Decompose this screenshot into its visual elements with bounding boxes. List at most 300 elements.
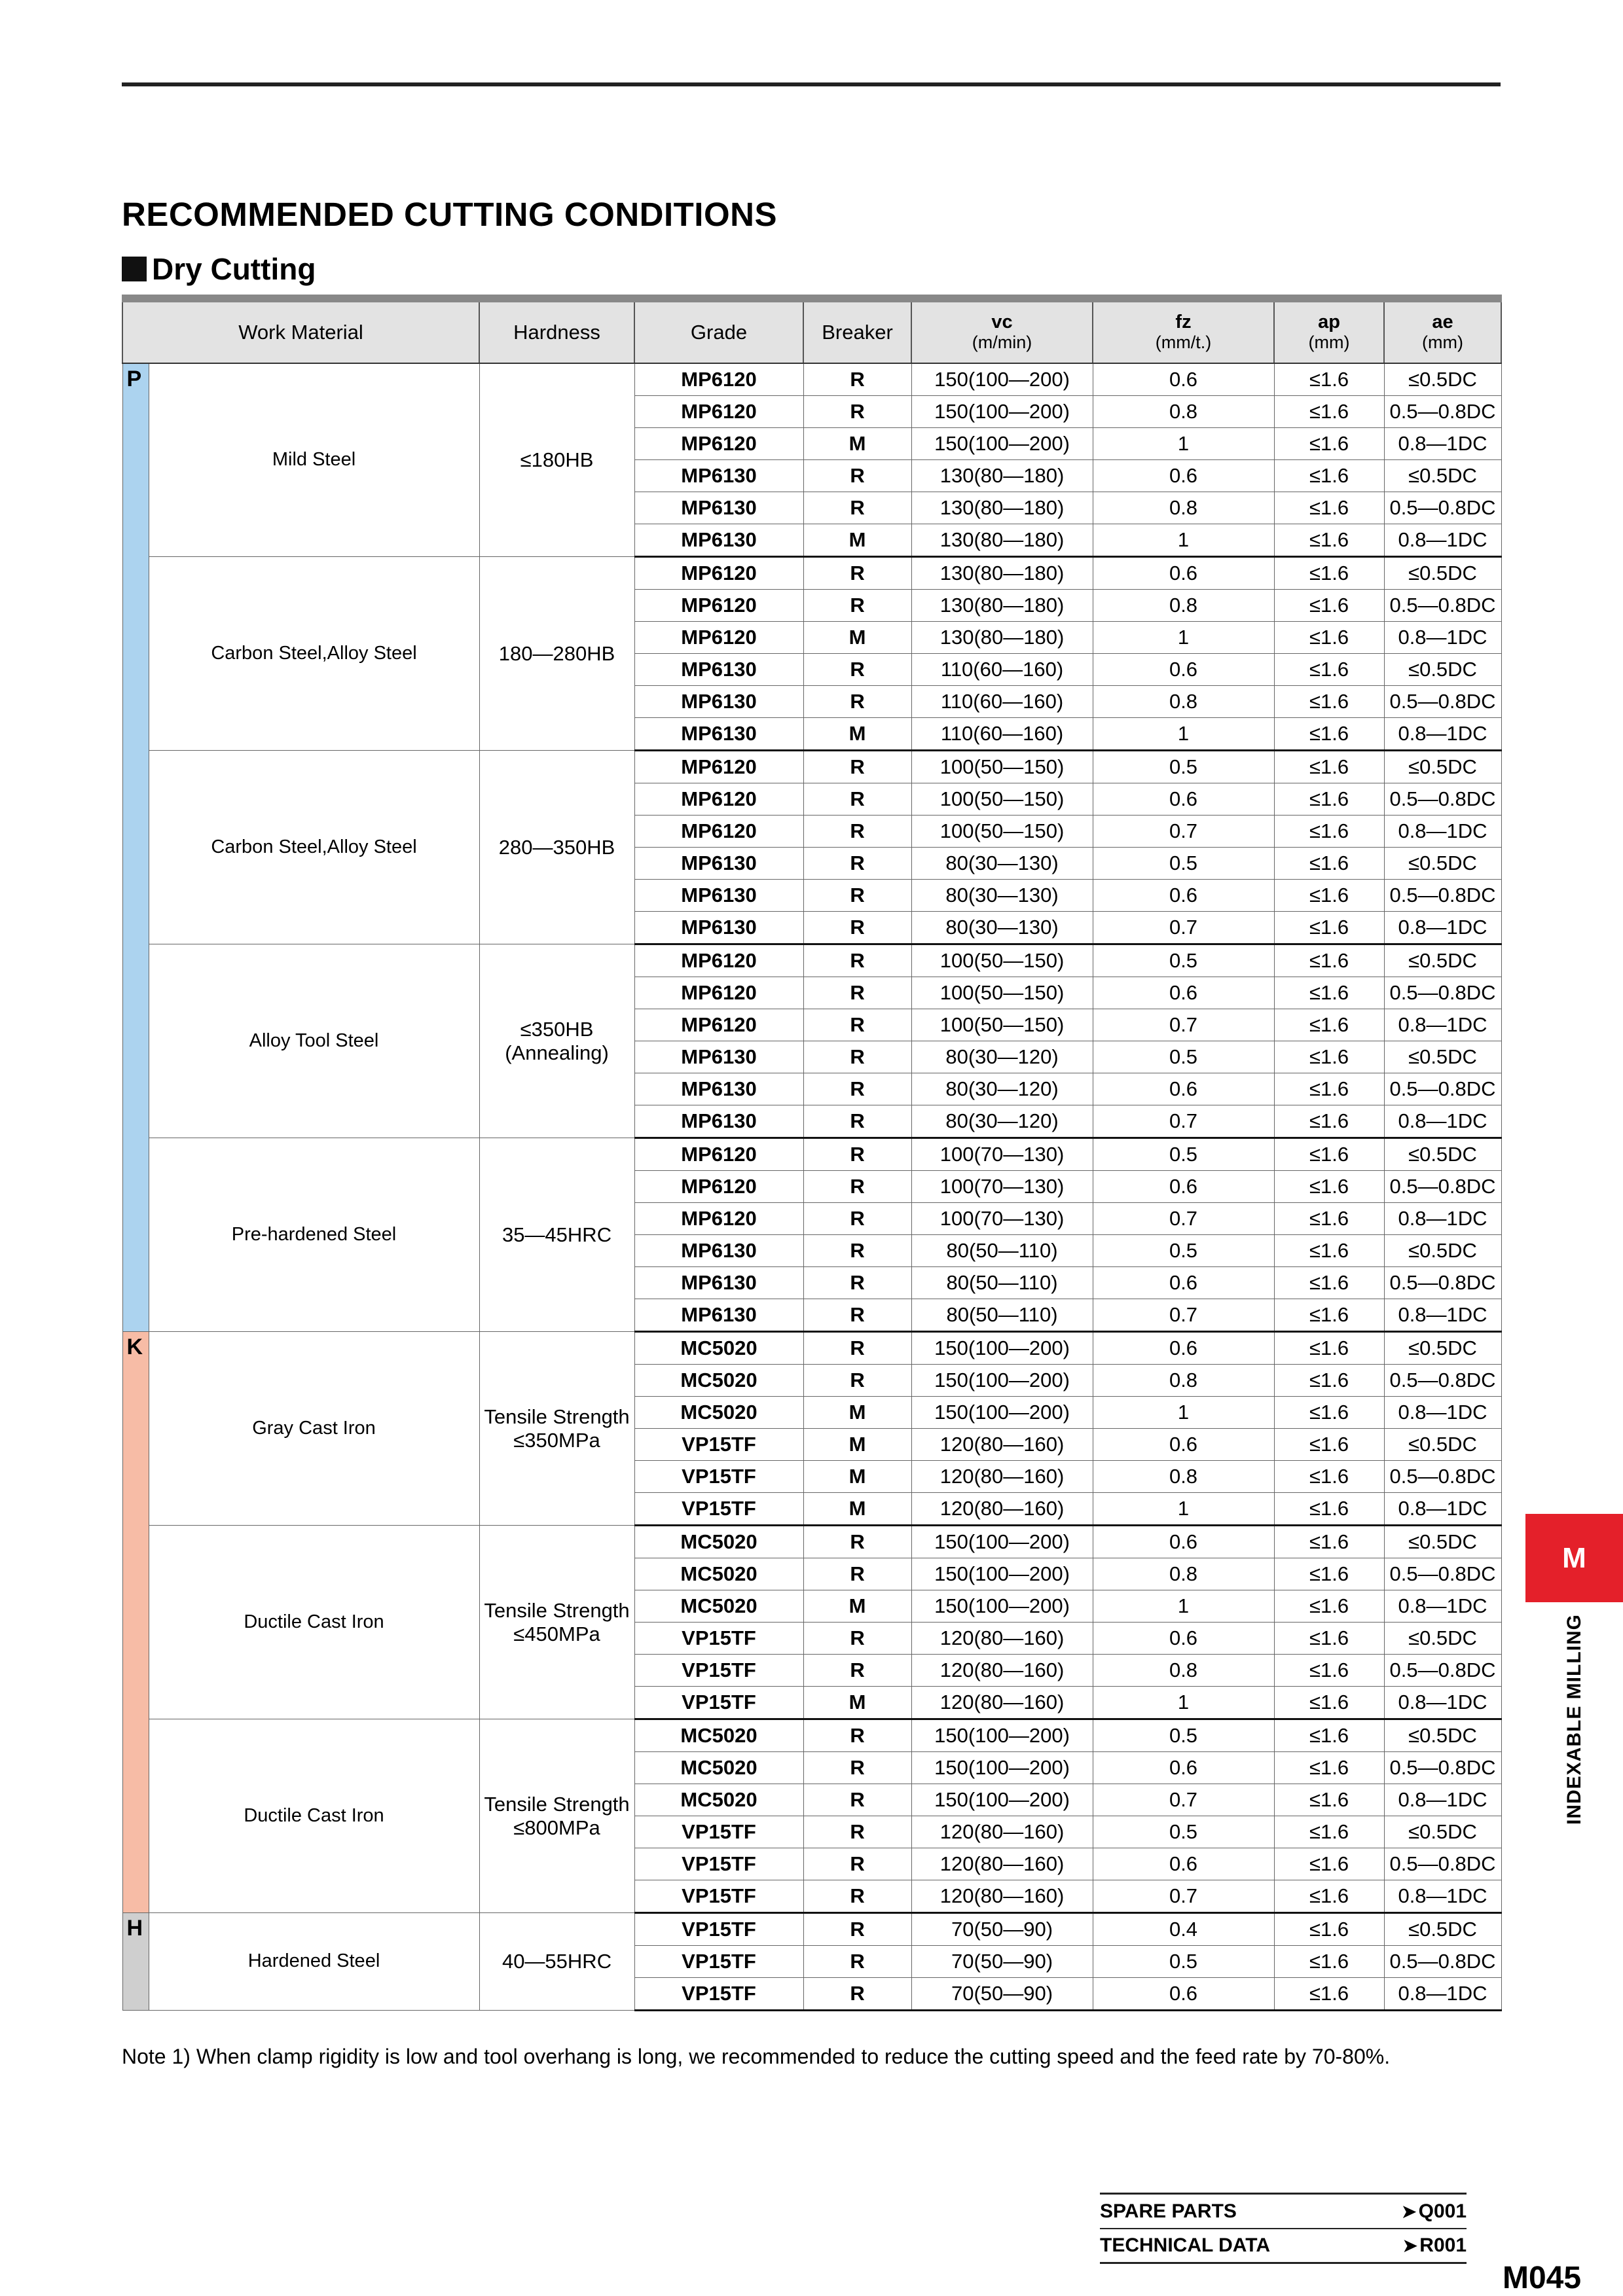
vc-cell: 100(70—130) [911,1203,1093,1235]
ap-cell: ≤1.6 [1274,1526,1384,1558]
ap-cell: ≤1.6 [1274,524,1384,557]
footnote: Note 1) When clamp rigidity is low and tool overhang is long, we recommended to reduce the cutting speed and the feed rate by 70-80%. [122,2045,1391,2068]
grade-cell: MP6120 [634,590,803,622]
grade-cell: MP6120 [634,944,803,977]
vc-cell: 110(60—160) [911,654,1093,686]
fz-cell: 0.8 [1093,1558,1274,1590]
work-material-cell: Pre-hardened Steel [149,1138,479,1332]
header-vc-unit: (m/min) [972,332,1032,353]
breaker-cell: R [803,1009,911,1041]
breaker-cell: R [803,1073,911,1105]
ap-cell: ≤1.6 [1274,1299,1384,1332]
ae-cell: 0.5—0.8DC [1384,1752,1501,1784]
fz-cell: 0.6 [1093,654,1274,686]
vc-cell: 150(100—200) [911,1784,1093,1816]
grade-cell: MC5020 [634,1397,803,1429]
fz-cell: 1 [1093,622,1274,654]
xref-spare-parts-code: Q001 [1418,2200,1467,2222]
breaker-cell: R [803,1719,911,1752]
grade-cell: VP15TF [634,1493,803,1526]
ae-cell: 0.8—1DC [1384,816,1501,848]
page-number: M045 [1503,2261,1582,2295]
ae-cell: 0.8—1DC [1384,718,1501,751]
header-ap-unit: (mm) [1308,332,1350,353]
ae-cell: 0.5—0.8DC [1384,1655,1501,1687]
breaker-cell: R [803,1203,911,1235]
vc-cell: 80(30—130) [911,848,1093,880]
ae-cell: 0.8—1DC [1384,1009,1501,1041]
arrow-right-icon: ➤ [1400,2200,1417,2223]
fz-cell: 0.6 [1093,880,1274,912]
vc-cell: 130(80—180) [911,460,1093,492]
ae-cell: 0.8—1DC [1384,1880,1501,1913]
grade-cell: MP6120 [634,622,803,654]
ae-cell: ≤0.5DC [1384,944,1501,977]
fz-cell: 1 [1093,1397,1274,1429]
vc-cell: 70(50—90) [911,1978,1093,2011]
footer-rule-top [1100,2193,1467,2195]
ae-cell: 0.5—0.8DC [1384,396,1501,428]
ap-cell: ≤1.6 [1274,1203,1384,1235]
section-side-label [1562,1611,1587,1827]
hardness-cell [479,557,634,751]
grade-cell: MP6120 [634,1203,803,1235]
vc-cell: 100(70—130) [911,1171,1093,1203]
grade-cell: MP6120 [634,1009,803,1041]
ae-cell: ≤0.5DC [1384,363,1501,396]
grade-cell: MC5020 [634,1784,803,1816]
hardness-value: Tensile Strength [484,1598,630,1622]
vc-cell: 130(80—180) [911,524,1093,557]
grade-cell: MP6120 [634,1171,803,1203]
hardness-value: 280—350HB [498,835,615,859]
work-material-cell: Carbon Steel,Alloy Steel [149,751,479,944]
ap-cell: ≤1.6 [1274,1784,1384,1816]
fz-cell: 0.6 [1093,1267,1274,1299]
ap-cell: ≤1.6 [1274,944,1384,977]
grade-cell: MC5020 [634,1332,803,1365]
grade-cell: MP6120 [634,977,803,1009]
breaker-cell: R [803,1816,911,1848]
breaker-cell: M [803,622,911,654]
grade-cell: MC5020 [634,1590,803,1623]
section-heading [122,251,316,287]
work-material-cell: Ductile Cast Iron [149,1719,479,1913]
breaker-cell: M [803,1493,911,1526]
breaker-cell: R [803,1752,911,1784]
hardness-value: ≤180HB [520,448,594,472]
vc-cell: 150(100—200) [911,1558,1093,1590]
ae-cell: ≤0.5DC [1384,1429,1501,1461]
ap-cell: ≤1.6 [1274,848,1384,880]
breaker-cell: M [803,1687,911,1719]
grade-cell: MP6130 [634,686,803,718]
fz-cell: 0.6 [1093,460,1274,492]
table-row [122,1719,1501,1752]
grade-cell: MP6130 [634,1041,803,1073]
breaker-cell: R [803,492,911,524]
ae-cell: 0.5—0.8DC [1384,1461,1501,1493]
ae-cell: 0.8—1DC [1384,1299,1501,1332]
breaker-cell: M [803,428,911,460]
fz-cell: 1 [1093,1493,1274,1526]
breaker-cell: R [803,1105,911,1138]
table-row [122,751,1501,783]
grade-cell: MC5020 [634,1365,803,1397]
xref-technical-data[interactable] [1100,2229,1467,2262]
vc-cell: 100(50—150) [911,751,1093,783]
ae-cell: ≤0.5DC [1384,1526,1501,1558]
fz-cell: 0.8 [1093,686,1274,718]
grade-cell: VP15TF [634,1623,803,1655]
vc-cell: 100(50—150) [911,783,1093,816]
ap-cell: ≤1.6 [1274,1105,1384,1138]
grade-cell: MP6130 [634,1073,803,1105]
work-material-cell: Carbon Steel,Alloy Steel [149,557,479,751]
ap-cell: ≤1.6 [1274,977,1384,1009]
hardness-value: Tensile Strength [484,1405,630,1428]
xref-spare-parts[interactable] [1100,2195,1467,2228]
breaker-cell: R [803,396,911,428]
breaker-cell: R [803,1041,911,1073]
ap-cell: ≤1.6 [1274,1687,1384,1719]
ae-cell: ≤0.5DC [1384,1138,1501,1171]
breaker-cell: R [803,1848,911,1880]
ae-cell: 0.5—0.8DC [1384,590,1501,622]
hardness-value: 40—55HRC [501,1950,612,1973]
grade-cell: MP6130 [634,1267,803,1299]
work-material-cell: Mild Steel [149,363,479,557]
ap-cell: ≤1.6 [1274,1558,1384,1590]
ap-cell: ≤1.6 [1274,1623,1384,1655]
ap-cell: ≤1.6 [1274,590,1384,622]
breaker-cell: R [803,880,911,912]
fz-cell: 1 [1093,524,1274,557]
grade-cell: MP6130 [634,1299,803,1332]
grade-cell: MP6130 [634,912,803,944]
grade-cell: VP15TF [634,1655,803,1687]
ap-cell: ≤1.6 [1274,1719,1384,1752]
ap-cell: ≤1.6 [1274,654,1384,686]
breaker-cell: M [803,1429,911,1461]
ap-cell: ≤1.6 [1274,460,1384,492]
header-fz-symbol: fz [1175,312,1192,333]
breaker-cell: R [803,363,911,396]
fz-cell: 0.6 [1093,1171,1274,1203]
fz-cell: 0.8 [1093,1365,1274,1397]
breaker-cell: R [803,1365,911,1397]
xref-technical-data-ref [1402,2234,1467,2257]
ae-cell: ≤0.5DC [1384,460,1501,492]
vc-cell: 150(100—200) [911,1526,1093,1558]
category-label: H [122,1913,149,2011]
grade-cell: MC5020 [634,1558,803,1590]
hardness-note: ≤350MPa [513,1428,600,1452]
ap-cell: ≤1.6 [1274,718,1384,751]
breaker-cell: R [803,1784,911,1816]
fz-cell: 0.6 [1093,977,1274,1009]
xref-spare-parts-ref [1400,2200,1467,2223]
breaker-cell: M [803,1590,911,1623]
ap-cell: ≤1.6 [1274,1171,1384,1203]
section-title: Dry Cutting [152,252,316,286]
fz-cell: 0.7 [1093,1105,1274,1138]
table-row [122,1138,1501,1171]
ap-cell: ≤1.6 [1274,1429,1384,1461]
ae-cell: ≤0.5DC [1384,1235,1501,1267]
grade-cell: MP6130 [634,460,803,492]
square-bullet-icon [122,257,147,281]
vc-cell: 130(80—180) [911,557,1093,590]
table-row [122,1913,1501,1946]
ap-cell: ≤1.6 [1274,1041,1384,1073]
ap-cell: ≤1.6 [1274,1138,1384,1171]
header-fz-unit: (mm/t.) [1155,332,1212,353]
fz-cell: 1 [1093,428,1274,460]
vc-cell: 80(30—120) [911,1073,1093,1105]
fz-cell: 0.5 [1093,1719,1274,1752]
grade-cell: MP6120 [634,1138,803,1171]
fz-cell: 0.8 [1093,590,1274,622]
grade-cell: MP6120 [634,363,803,396]
breaker-cell: R [803,1235,911,1267]
grade-cell: MP6130 [634,654,803,686]
vc-cell: 100(50—150) [911,816,1093,848]
vc-cell: 110(60—160) [911,718,1093,751]
vc-cell: 80(30—120) [911,1105,1093,1138]
header-ap-symbol: ap [1318,312,1340,333]
grade-cell: VP15TF [634,1816,803,1848]
table-header-row [122,298,1501,363]
ae-cell: 0.5—0.8DC [1384,1073,1501,1105]
vc-cell: 80(50—110) [911,1235,1093,1267]
ap-cell: ≤1.6 [1274,1946,1384,1978]
ae-cell: 0.5—0.8DC [1384,1365,1501,1397]
grade-cell: VP15TF [634,1913,803,1946]
hardness-cell [479,1332,634,1526]
fz-cell: 0.6 [1093,1752,1274,1784]
grade-cell: MP6130 [634,1235,803,1267]
fz-cell: 0.5 [1093,848,1274,880]
vc-cell: 80(50—110) [911,1299,1093,1332]
vc-cell: 150(100—200) [911,1332,1093,1365]
vc-cell: 150(100—200) [911,1365,1093,1397]
breaker-cell: R [803,1946,911,1978]
ae-cell: ≤0.5DC [1384,1913,1501,1946]
footer-rule-bottom [1100,2262,1467,2264]
fz-cell: 0.6 [1093,1073,1274,1105]
vc-cell: 100(50—150) [911,977,1093,1009]
ap-cell: ≤1.6 [1274,1009,1384,1041]
breaker-cell: R [803,977,911,1009]
ae-cell: ≤0.5DC [1384,848,1501,880]
ae-cell: 0.5—0.8DC [1384,1171,1501,1203]
header-vc [911,298,1093,363]
page-title: RECOMMENDED CUTTING CONDITIONS [122,196,777,233]
vc-cell: 100(70—130) [911,1138,1093,1171]
fz-cell: 0.7 [1093,1009,1274,1041]
ap-cell: ≤1.6 [1274,1752,1384,1784]
table-body [122,363,1501,2011]
fz-cell: 1 [1093,718,1274,751]
table-row [122,363,1501,396]
grade-cell: VP15TF [634,1978,803,2011]
breaker-cell: R [803,912,911,944]
grade-cell: VP15TF [634,1687,803,1719]
ae-cell: ≤0.5DC [1384,1623,1501,1655]
work-material-cell: Hardened Steel [149,1913,479,2011]
hardness-note: ≤450MPa [513,1622,600,1645]
breaker-cell: R [803,654,911,686]
ap-cell: ≤1.6 [1274,1913,1384,1946]
breaker-cell: M [803,1461,911,1493]
ae-cell: ≤0.5DC [1384,1719,1501,1752]
grade-cell: VP15TF [634,1880,803,1913]
fz-cell: 0.6 [1093,363,1274,396]
top-rule [122,82,1501,86]
vc-cell: 130(80—180) [911,492,1093,524]
ap-cell: ≤1.6 [1274,1397,1384,1429]
ap-cell: ≤1.6 [1274,880,1384,912]
grade-cell: MP6130 [634,492,803,524]
ap-cell: ≤1.6 [1274,912,1384,944]
table-row [122,1332,1501,1365]
fz-cell: 1 [1093,1590,1274,1623]
grade-cell: MP6130 [634,848,803,880]
ap-cell: ≤1.6 [1274,363,1384,396]
vc-cell: 100(50—150) [911,1009,1093,1041]
ae-cell: 0.8—1DC [1384,1590,1501,1623]
header-work-material: Work Material [122,298,479,363]
ae-cell: ≤0.5DC [1384,751,1501,783]
fz-cell: 0.5 [1093,751,1274,783]
breaker-cell: R [803,557,911,590]
cutting-conditions-table [122,295,1502,2011]
hardness-cell [479,1719,634,1913]
breaker-cell: R [803,1171,911,1203]
ap-cell: ≤1.6 [1274,816,1384,848]
grade-cell: MP6130 [634,718,803,751]
header-vc-symbol: vc [991,312,1013,333]
ae-cell: ≤0.5DC [1384,557,1501,590]
ae-cell: 0.5—0.8DC [1384,1946,1501,1978]
work-material-cell: Gray Cast Iron [149,1332,479,1526]
vc-cell: 100(50—150) [911,944,1093,977]
ae-cell: 0.5—0.8DC [1384,1558,1501,1590]
vc-cell: 130(80—180) [911,590,1093,622]
hardness-cell [479,1526,634,1719]
hardness-note: (Annealing) [505,1041,609,1064]
grade-cell: MP6120 [634,557,803,590]
xref-spare-parts-label: SPARE PARTS [1100,2200,1237,2222]
vc-cell: 150(100—200) [911,1590,1093,1623]
hardness-value: Tensile Strength [484,1792,630,1816]
hardness-cell [479,751,634,944]
ap-cell: ≤1.6 [1274,1235,1384,1267]
vc-cell: 80(30—120) [911,1041,1093,1073]
vc-cell: 150(100—200) [911,1752,1093,1784]
ae-cell: 0.8—1DC [1384,428,1501,460]
fz-cell: 0.4 [1093,1913,1274,1946]
ae-cell: 0.8—1DC [1384,1203,1501,1235]
breaker-cell: R [803,1526,911,1558]
header-ae [1384,298,1501,363]
header-ae-symbol: ae [1432,312,1453,333]
breaker-cell: R [803,1655,911,1687]
ae-cell: 0.5—0.8DC [1384,880,1501,912]
ae-cell: 0.8—1DC [1384,622,1501,654]
ap-cell: ≤1.6 [1274,686,1384,718]
breaker-cell: R [803,686,911,718]
breaker-cell: R [803,783,911,816]
fz-cell: 0.5 [1093,1946,1274,1978]
fz-cell: 0.8 [1093,492,1274,524]
grade-cell: MC5020 [634,1719,803,1752]
vc-cell: 120(80—160) [911,1848,1093,1880]
grade-cell: VP15TF [634,1461,803,1493]
xref-technical-data-label: TECHNICAL DATA [1100,2234,1270,2256]
breaker-cell: R [803,460,911,492]
vc-cell: 120(80—160) [911,1816,1093,1848]
vc-cell: 120(80—160) [911,1880,1093,1913]
ap-cell: ≤1.6 [1274,1655,1384,1687]
grade-cell: MP6130 [634,1105,803,1138]
hardness-cell [479,1913,634,2011]
category-label: K [122,1332,149,1913]
fz-cell: 0.7 [1093,1880,1274,1913]
vc-cell: 110(60—160) [911,686,1093,718]
breaker-cell: M [803,718,911,751]
header-breaker: Breaker [803,298,911,363]
ap-cell: ≤1.6 [1274,1332,1384,1365]
vc-cell: 120(80—160) [911,1429,1093,1461]
ae-cell: 0.8—1DC [1384,524,1501,557]
breaker-cell: R [803,816,911,848]
fz-cell: 0.5 [1093,1138,1274,1171]
grade-cell: VP15TF [634,1848,803,1880]
fz-cell: 0.6 [1093,783,1274,816]
hardness-cell [479,1138,634,1332]
arrow-right-icon: ➤ [1402,2234,1419,2257]
breaker-cell: R [803,1978,911,2011]
breaker-cell: R [803,848,911,880]
fz-cell: 0.6 [1093,1429,1274,1461]
grade-cell: VP15TF [634,1946,803,1978]
vc-cell: 150(100—200) [911,428,1093,460]
ae-cell: ≤0.5DC [1384,1332,1501,1365]
header-hardness: Hardness [479,298,634,363]
xref-technical-data-code: R001 [1419,2234,1467,2256]
header-grade: Grade [634,298,803,363]
hardness-value: 180—280HB [498,641,615,665]
ae-cell: 0.8—1DC [1384,1978,1501,2011]
ap-cell: ≤1.6 [1274,1848,1384,1880]
table-row [122,944,1501,977]
fz-cell: 0.8 [1093,396,1274,428]
ap-cell: ≤1.6 [1274,557,1384,590]
ap-cell: ≤1.6 [1274,1267,1384,1299]
fz-cell: 0.6 [1093,1848,1274,1880]
grade-cell: MP6120 [634,783,803,816]
fz-cell: 0.6 [1093,1526,1274,1558]
ap-cell: ≤1.6 [1274,1365,1384,1397]
ap-cell: ≤1.6 [1274,1978,1384,2011]
header-ae-unit: (mm) [1422,332,1463,353]
ae-cell: 0.8—1DC [1384,1784,1501,1816]
ae-cell: 0.8—1DC [1384,1397,1501,1429]
vc-cell: 150(100—200) [911,1397,1093,1429]
vc-cell: 120(80—160) [911,1687,1093,1719]
